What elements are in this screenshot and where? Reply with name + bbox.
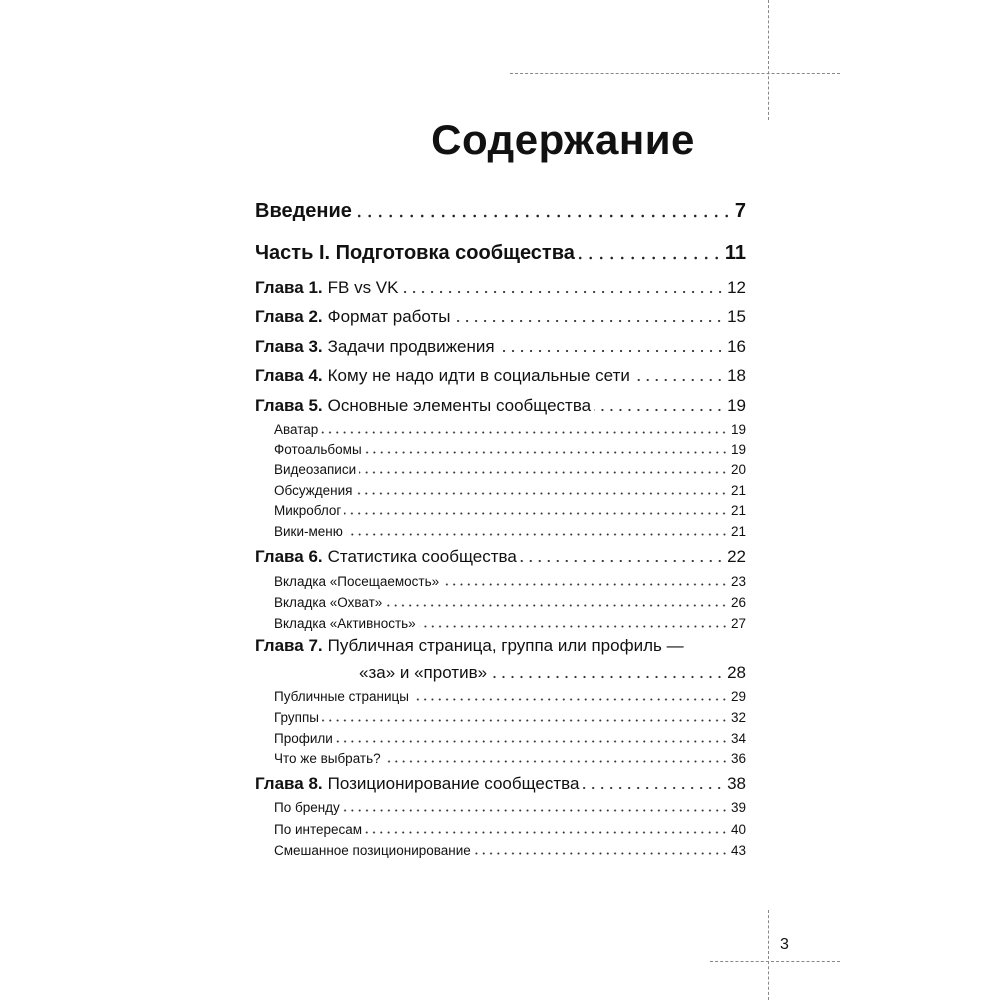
toc-entry-page: 36 — [730, 750, 746, 766]
crop-mark-bottom-vertical — [768, 910, 769, 1000]
toc-entry-page: 7 — [734, 200, 746, 222]
toc-entry-chapter[interactable] — [255, 636, 746, 656]
dot-leader — [520, 547, 724, 564]
toc-entry-chapter[interactable] — [255, 276, 746, 298]
toc-entry-title: Основные элементы сообщества — [327, 396, 592, 415]
dot-leader — [384, 750, 728, 764]
toc-entry-prefix: Глава 2. — [255, 307, 323, 326]
toc-entry-title: FB vs VK — [327, 278, 399, 297]
crop-mark-top-vertical — [768, 0, 769, 120]
dot-leader — [402, 278, 725, 295]
dot-leader — [474, 842, 728, 856]
toc-entry-prefix: Глава 4. — [255, 366, 323, 385]
toc-entry-prefix: Глава 1. — [255, 278, 323, 297]
page-number: 3 — [780, 936, 789, 953]
toc-entry-title: Аватар — [274, 421, 319, 437]
toc-entry-prefix: Глава 6. — [255, 547, 323, 566]
toc-entry-page: 23 — [730, 573, 746, 589]
toc-entry-page: 19 — [730, 441, 746, 457]
toc-entry-title: Публичные страницы — [274, 688, 409, 704]
toc-entry-section[interactable] — [274, 460, 746, 477]
toc-entry-chapter[interactable] — [255, 305, 746, 327]
toc-entry-page: 22 — [727, 547, 746, 566]
crop-mark-top-horizontal — [510, 73, 840, 74]
dot-leader — [355, 482, 728, 496]
dot-leader — [343, 799, 728, 813]
toc-entry-page: 21 — [730, 523, 746, 539]
dot-leader — [412, 688, 728, 702]
toc-entry-section[interactable] — [274, 798, 746, 815]
dot-leader — [582, 774, 724, 791]
toc-entry-title: Профили — [274, 730, 333, 746]
toc-entry-section[interactable] — [274, 687, 746, 704]
toc-entry-page: 43 — [730, 842, 746, 858]
dot-leader — [594, 396, 724, 413]
toc-entry-title: Группы — [274, 709, 319, 725]
toc-entry-title: Микроблог — [274, 502, 342, 518]
toc-entry-title: Введение — [255, 200, 352, 222]
toc-entry-section[interactable] — [274, 593, 746, 610]
toc-entry-page: 40 — [730, 821, 746, 837]
toc-entry-page: 12 — [727, 278, 746, 297]
toc-entry-title: Видеозаписи — [274, 461, 357, 477]
toc-entry-part[interactable] — [255, 197, 746, 223]
toc-entry-title: Вкладка «Посещаемость» — [274, 573, 440, 589]
toc-entry-title: Фотоальбомы — [274, 441, 362, 457]
dot-leader — [355, 199, 732, 219]
toc-entry-section[interactable] — [274, 841, 746, 858]
dot-leader — [578, 241, 722, 261]
toc-entry-prefix: Глава 8. — [255, 774, 323, 793]
toc-entry-continuation[interactable] — [359, 661, 746, 683]
toc-entry-page: 26 — [730, 594, 746, 610]
toc-entry-page: 16 — [727, 337, 746, 356]
dot-leader — [321, 421, 728, 435]
crop-mark-bottom-horizontal — [710, 961, 840, 962]
toc-entry-page: 21 — [730, 482, 746, 498]
toc-entry-page: 21 — [730, 502, 746, 518]
toc-entry-title: Обсуждения — [274, 482, 353, 498]
toc-entry-page: 27 — [730, 615, 746, 631]
toc-entry-chapter[interactable] — [255, 545, 746, 567]
toc-entry-chapter[interactable] — [255, 335, 746, 357]
toc-entry-page: 11 — [724, 242, 746, 264]
toc-entry-section[interactable] — [274, 522, 746, 539]
toc-entry-page: 38 — [727, 774, 746, 793]
dot-leader — [419, 615, 728, 629]
toc-entry-chapter[interactable] — [255, 772, 746, 794]
dot-leader — [365, 441, 728, 455]
dot-leader — [346, 523, 728, 537]
toc-entry-title: Часть I. Подготовка сообщества — [255, 242, 575, 264]
page-title: Содержание — [431, 116, 695, 163]
toc-entry-section[interactable] — [274, 708, 746, 725]
toc-entry-prefix: Глава 5. — [255, 396, 323, 415]
toc-entry-section[interactable] — [274, 481, 746, 498]
toc-entry-page: 29 — [730, 688, 746, 704]
dot-leader — [498, 337, 725, 354]
toc-entry-prefix: Глава 3. — [255, 337, 323, 356]
toc-entry-section[interactable] — [274, 749, 746, 766]
dot-leader — [385, 594, 728, 608]
toc-entry-chapter[interactable] — [255, 394, 746, 416]
dot-leader — [453, 307, 724, 324]
dot-leader — [322, 709, 728, 723]
toc-entry-section[interactable] — [274, 440, 746, 457]
toc-entry-title: Вики-меню — [274, 523, 343, 539]
dot-leader — [490, 663, 724, 680]
toc-entry-page: 19 — [730, 421, 746, 437]
toc-entry-section[interactable] — [274, 572, 746, 589]
toc-entry-title: Задачи продвижения — [327, 337, 495, 356]
toc-entry-title: По интересам — [274, 821, 363, 837]
toc-entry-title: Кому не надо идти в социальные сети — [327, 366, 630, 385]
dot-leader — [336, 730, 728, 744]
toc-entry-page: 39 — [730, 799, 746, 815]
dot-leader — [359, 461, 728, 475]
toc-entry-page: 19 — [727, 396, 746, 415]
toc-entry-title: Публичная страница, группа или профиль — — [327, 636, 684, 655]
toc-entry-title: Статистика сообщества — [327, 547, 517, 566]
dot-leader — [633, 366, 724, 383]
toc-entry-prefix: Глава 7. — [255, 636, 323, 655]
dot-leader — [365, 821, 728, 835]
toc-entry-chapter[interactable] — [255, 364, 746, 386]
toc-entry-section[interactable] — [274, 501, 746, 518]
toc-entry-page: 34 — [730, 730, 746, 746]
toc-entry-section[interactable] — [274, 820, 746, 837]
toc-entry-part[interactable] — [255, 239, 746, 265]
toc-entry-title: Что же выбрать? — [274, 750, 381, 766]
toc-entry-title: По бренду — [274, 799, 340, 815]
toc-entry-title: Позиционирование сообщества — [327, 774, 580, 793]
toc-entry-section[interactable] — [274, 614, 746, 631]
toc-entry-page: 32 — [730, 709, 746, 725]
toc-entry-page: 18 — [727, 366, 746, 385]
toc-entry-section[interactable] — [274, 420, 746, 437]
toc-entry-title: Формат работы — [327, 307, 451, 326]
toc-entry-title: Вкладка «Охват» — [274, 594, 383, 610]
toc-entry-page: 20 — [730, 461, 746, 477]
toc-entry-section[interactable] — [274, 729, 746, 746]
dot-leader — [344, 502, 728, 516]
toc-entry-title: Смешанное позиционирование — [274, 842, 471, 858]
toc-entry-page: 28 — [727, 663, 746, 682]
toc-entry-page: 15 — [727, 307, 746, 326]
toc-entry-title-continued: «за» и «против» — [359, 663, 488, 682]
dot-leader — [442, 573, 728, 587]
toc-entry-title: Вкладка «Активность» — [274, 615, 416, 631]
